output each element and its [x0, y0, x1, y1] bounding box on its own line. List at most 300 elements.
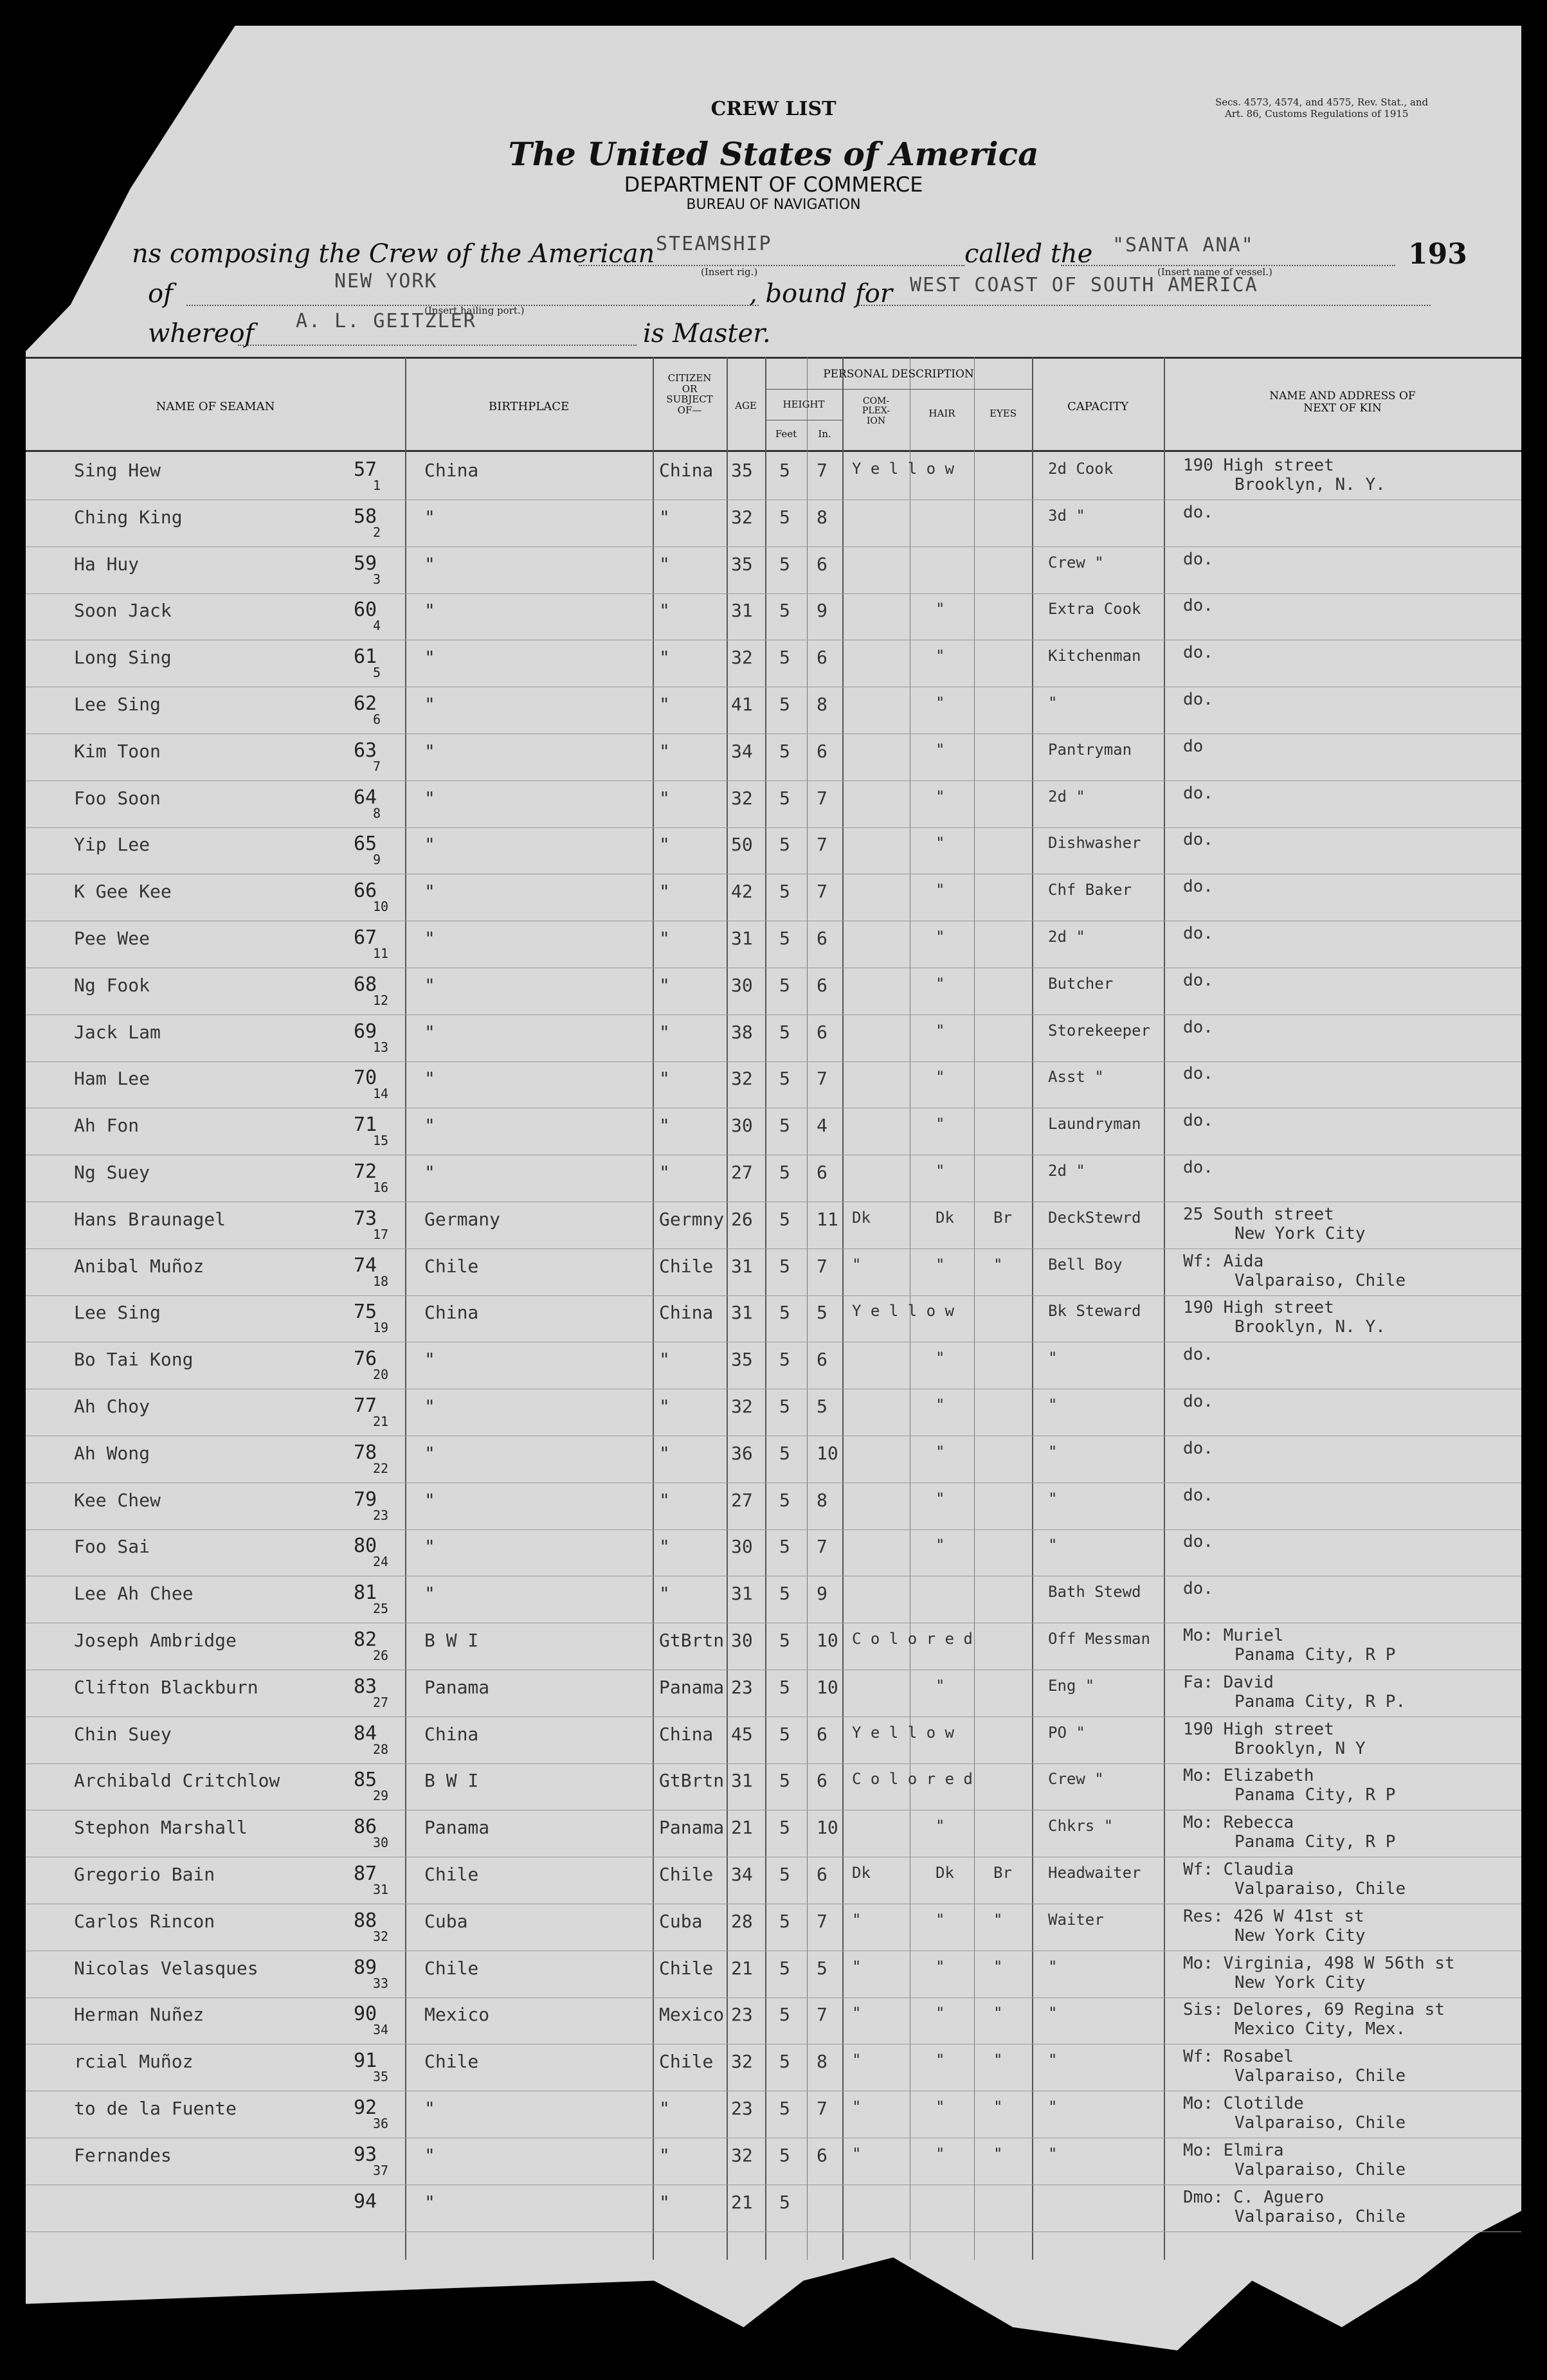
height-feet: 5 — [779, 1068, 790, 1090]
line-number: 28 — [373, 1741, 389, 1757]
age: 34 — [731, 1864, 753, 1885]
birthplace: Panama — [424, 1676, 490, 1698]
age: 27 — [731, 1162, 753, 1183]
next-of-kin-address: Valparaiso, Chile — [1235, 1879, 1406, 1898]
age: 36 — [731, 1442, 753, 1464]
line-number: 22 — [373, 1460, 389, 1476]
hair: Dk — [936, 1864, 954, 1882]
table-row — [26, 1202, 1521, 1249]
table-row — [26, 1436, 1521, 1483]
height-inches: 8 — [817, 2051, 828, 2073]
height-feet: 5 — [779, 974, 790, 996]
hair: " — [936, 1910, 945, 1929]
complexion: " — [852, 1910, 862, 1929]
height-feet: 5 — [779, 1583, 790, 1605]
seaman-name: Pee Wee — [74, 928, 150, 949]
seaman-number: 74 — [354, 1254, 377, 1277]
height-inches: 6 — [817, 553, 828, 575]
height-feet: 5 — [779, 1349, 790, 1371]
height-inches: 6 — [817, 1349, 828, 1371]
next-of-kin-name: do. — [1183, 643, 1213, 663]
col-personal-header: PERSONAL DESCRIPTION — [823, 368, 974, 381]
birthplace: " — [424, 2144, 435, 2166]
height-feet: 5 — [779, 1536, 790, 1558]
hair: " — [936, 2051, 945, 2069]
line-number: 10 — [373, 899, 389, 915]
height-feet: 5 — [779, 1770, 790, 1792]
capacity: " — [1048, 2004, 1058, 2023]
seaman-number: 67 — [354, 926, 377, 949]
line-number: 5 — [373, 665, 381, 681]
height-feet: 5 — [779, 2144, 790, 2166]
line-number: 19 — [373, 1320, 389, 1336]
citizenship: " — [659, 1068, 670, 1090]
line-number: 16 — [373, 1180, 389, 1195]
citizenship: " — [659, 1536, 670, 1558]
rig-value: STEAMSHIP — [656, 233, 772, 255]
seaman-number: 66 — [354, 879, 377, 903]
table-top-rule — [26, 357, 1521, 359]
eyes: Br — [993, 1208, 1012, 1227]
hair: " — [936, 1349, 945, 1367]
capacity: Storekeeper — [1048, 1021, 1150, 1040]
bureau-heading: BUREAU OF NAVIGATION — [686, 197, 861, 213]
kin-header-line: NAME AND ADDRESS OF — [1269, 390, 1416, 402]
next-of-kin-name: Wf: Rosabel — [1183, 2047, 1294, 2067]
height-feet: 5 — [779, 2051, 790, 2073]
citizenship: " — [659, 974, 670, 996]
table-row — [26, 921, 1521, 968]
statute-note-1: Secs. 4573, 4574, and 4575, Rev. Stat., and — [1215, 96, 1429, 108]
birthplace: " — [424, 1396, 435, 1417]
citizenship: Chile — [659, 1957, 714, 1979]
next-of-kin-name: do — [1183, 736, 1204, 756]
age: 27 — [731, 1489, 753, 1511]
table-row — [26, 1529, 1521, 1576]
capacity: Waiter — [1048, 1910, 1104, 1929]
complexion: " — [852, 1255, 862, 1274]
height-feet: 5 — [779, 1817, 790, 1839]
citizenship: " — [659, 1021, 670, 1043]
height-feet: 5 — [779, 1910, 790, 1932]
line-number: 27 — [373, 1694, 389, 1710]
table-row — [26, 827, 1521, 874]
table-row — [26, 1483, 1521, 1530]
seaman-number: 72 — [354, 1160, 377, 1183]
age: 31 — [731, 600, 753, 622]
line-number: 2 — [373, 524, 381, 540]
seaman-number: 93 — [354, 2143, 377, 2166]
citizenship: " — [659, 1349, 670, 1371]
capacity: Laundryman — [1048, 1115, 1141, 1133]
height-feet: 5 — [779, 647, 790, 669]
citizen-header-line: CITIZEN — [667, 372, 712, 384]
birthplace: " — [424, 1349, 435, 1371]
eyes: Br — [993, 1864, 1012, 1882]
col-age-header: AGE — [735, 400, 757, 411]
hair: " — [936, 1115, 945, 1133]
age: 35 — [731, 1349, 753, 1371]
age: 30 — [731, 1115, 753, 1137]
seaman-name: Ha Huy — [74, 553, 140, 575]
capacity: " — [1048, 1536, 1058, 1555]
table-row — [26, 1249, 1521, 1296]
height-feet: 5 — [779, 1489, 790, 1511]
personal-subrule — [765, 389, 1032, 390]
col-inches-header: In. — [818, 428, 831, 440]
height-feet: 5 — [779, 1676, 790, 1698]
citizenship: " — [659, 787, 670, 809]
capacity: Asst " — [1048, 1068, 1104, 1086]
seaman-number: 89 — [354, 1956, 377, 1979]
hair: " — [936, 1489, 945, 1508]
capacity: " — [1048, 1489, 1058, 1508]
line-number: 20 — [373, 1367, 389, 1383]
next-of-kin-name: do. — [1183, 1017, 1213, 1037]
citizenship: Germny — [659, 1208, 725, 1230]
height-feet: 5 — [779, 1208, 790, 1230]
height-feet: 5 — [779, 834, 790, 856]
capacity: 2d " — [1048, 928, 1085, 946]
height-inches: 8 — [817, 1489, 828, 1511]
seaman-number: 76 — [354, 1348, 377, 1371]
birthplace: " — [424, 740, 435, 762]
seaman-number: 57 — [354, 458, 377, 481]
seaman-name: Sing Hew — [74, 460, 161, 481]
next-of-kin-address: Valparaiso, Chile — [1235, 2066, 1406, 2086]
next-of-kin-name: do. — [1183, 1064, 1213, 1084]
height-inches: 5 — [817, 1302, 828, 1324]
citizenship: " — [659, 1489, 670, 1511]
table-row — [26, 1295, 1521, 1342]
capacity: " — [1048, 2098, 1058, 2116]
line-number: 9 — [373, 852, 381, 868]
next-of-kin-name: do. — [1183, 502, 1213, 522]
height-feet: 5 — [779, 1442, 790, 1464]
next-of-kin-address: Mexico City, Mex. — [1235, 2019, 1406, 2039]
next-of-kin-name: do. — [1183, 1485, 1213, 1505]
seaman-number: 63 — [354, 739, 377, 762]
birthplace: " — [424, 1021, 435, 1043]
line-number: 34 — [373, 2022, 389, 2038]
line-number: 26 — [373, 1648, 389, 1663]
age: 50 — [731, 834, 753, 856]
next-of-kin-address: Valparaiso, Chile — [1235, 2113, 1406, 2132]
next-of-kin-name: Mo: Clotilde — [1183, 2094, 1304, 2113]
seaman-number: 83 — [354, 1675, 377, 1698]
capacity: Chkrs " — [1048, 1817, 1114, 1835]
capacity: Bk Steward — [1048, 1302, 1141, 1321]
seaman-number: 87 — [354, 1862, 377, 1885]
seaman-number: 73 — [354, 1207, 377, 1230]
bound-line — [858, 305, 1431, 306]
citizenship: Chile — [659, 1255, 714, 1277]
vessel-value: "SANTA ANA" — [1112, 234, 1254, 257]
capacity: " — [1048, 1396, 1058, 1414]
line-number: 32 — [373, 1928, 389, 1944]
citizenship: Mexico — [659, 2004, 725, 2026]
kin-header-line: NEXT OF KIN — [1303, 401, 1382, 415]
col-eyes-header: EYES — [989, 408, 1017, 419]
citizenship: " — [659, 1442, 670, 1464]
citizenship: " — [659, 694, 670, 715]
next-of-kin-name: Mo: Elmira — [1183, 2140, 1284, 2160]
next-of-kin-name: do. — [1183, 549, 1213, 569]
seaman-number: 85 — [354, 1769, 377, 1792]
form-title: CREW LIST — [710, 98, 837, 120]
seaman-name: Foo Sai — [74, 1536, 150, 1558]
birthplace: Chile — [424, 2051, 479, 2073]
complexion-header-line: COM- — [862, 396, 890, 406]
eyes: " — [993, 2098, 1003, 2116]
master-label: is Master. — [643, 319, 771, 348]
citizenship: China — [659, 460, 714, 481]
next-of-kin-address: Brooklyn, N. Y. — [1235, 475, 1386, 494]
table-row — [26, 781, 1521, 828]
age: 32 — [731, 1068, 753, 1090]
height-inches: 6 — [817, 2144, 828, 2166]
next-of-kin-name: do. — [1183, 1438, 1213, 1458]
height-inches: 6 — [817, 928, 828, 949]
seaman-name: Bo Tai Kong — [74, 1349, 194, 1371]
line-number: 37 — [373, 2162, 389, 2178]
hair: " — [936, 1442, 945, 1461]
seaman-number: 65 — [354, 833, 377, 856]
height-inches: 4 — [817, 1115, 828, 1137]
capacity: Crew " — [1048, 1770, 1104, 1789]
next-of-kin-address: Brooklyn, N. Y. — [1235, 1317, 1386, 1337]
next-of-kin-address: Valparaiso, Chile — [1235, 1270, 1406, 1290]
seaman-number: 69 — [354, 1020, 377, 1043]
next-of-kin-name: do. — [1183, 596, 1213, 616]
seaman-name: Lee Sing — [74, 1302, 161, 1324]
eyes: " — [993, 2144, 1003, 2163]
table-row — [26, 1389, 1521, 1436]
height-inches: 7 — [817, 2098, 828, 2119]
seaman-number: 59 — [354, 552, 377, 575]
seaman-number: 81 — [354, 1582, 377, 1605]
capacity: " — [1048, 694, 1058, 712]
complexion: Dk — [852, 1208, 871, 1227]
table-row — [26, 1904, 1521, 1951]
seaman-number: 61 — [354, 645, 377, 669]
seaman-name: to de la Fuente — [74, 2098, 237, 2119]
seaman-name: Ching King — [74, 506, 183, 528]
hair: " — [936, 694, 945, 712]
seaman-number: 68 — [354, 973, 377, 996]
citizenship: China — [659, 1302, 714, 1324]
height-inches: 7 — [817, 2004, 828, 2026]
height-feet: 5 — [779, 1396, 790, 1417]
complexion: C o l o r e d — [852, 1770, 973, 1789]
hair: " — [936, 881, 945, 899]
complexion: Y e l l o w — [852, 1723, 954, 1742]
table-row — [26, 1015, 1521, 1062]
capacity: Headwaiter — [1048, 1864, 1141, 1882]
line-number: 14 — [373, 1086, 389, 1102]
height-inches: 6 — [817, 974, 828, 996]
age: 45 — [731, 1723, 753, 1745]
table-row — [26, 2138, 1521, 2185]
age: 32 — [731, 2144, 753, 2166]
seaman-number: 82 — [354, 1628, 377, 1651]
birthplace: " — [424, 2191, 435, 2213]
col-citizen-header — [653, 373, 727, 415]
line-number: 21 — [373, 1414, 389, 1429]
height-feet: 5 — [779, 2191, 790, 2213]
col-feet-header: Feet — [775, 428, 797, 440]
height-inches: 7 — [817, 460, 828, 481]
birthplace: " — [424, 600, 435, 622]
citizenship: " — [659, 2098, 670, 2119]
capacity: DeckStewrd — [1048, 1208, 1141, 1227]
age: 35 — [731, 553, 753, 575]
age: 23 — [731, 2004, 753, 2026]
complexion: " — [852, 1957, 862, 1976]
height-feet: 5 — [779, 740, 790, 762]
seaman-name: rcial Muñoz — [74, 2051, 194, 2073]
table-row — [26, 1155, 1521, 1202]
capacity: Pantryman — [1048, 740, 1132, 759]
height-feet: 5 — [779, 1630, 790, 1651]
height-feet: 5 — [779, 1957, 790, 1979]
citizenship: Panama — [659, 1676, 725, 1698]
line-number: 31 — [373, 1882, 389, 1897]
birthplace: Mexico — [424, 2004, 490, 2026]
height-inches: 9 — [817, 1583, 828, 1605]
master-value: A. L. GEITZLER — [296, 310, 476, 332]
height-feet: 5 — [779, 506, 790, 528]
age: 32 — [731, 1396, 753, 1417]
table-row — [26, 734, 1521, 781]
next-of-kin-name: 190 High street — [1183, 1298, 1334, 1318]
birthplace: Chile — [424, 1255, 479, 1277]
height-feet: 5 — [779, 1115, 790, 1137]
seaman-name: Lee Ah Chee — [74, 1583, 194, 1605]
capacity: Crew " — [1048, 553, 1104, 572]
height-feet: 5 — [779, 460, 790, 481]
seaman-number: 91 — [354, 2050, 377, 2073]
seaman-name: Chin Suey — [74, 1723, 172, 1745]
citizenship: GtBrtn — [659, 1770, 725, 1792]
next-of-kin-name: do. — [1183, 1532, 1213, 1552]
citizenship: " — [659, 1396, 670, 1417]
seaman-number: 92 — [354, 2096, 377, 2119]
next-of-kin-name: Wf: Aida — [1183, 1251, 1264, 1271]
next-of-kin-name: 190 High street — [1183, 456, 1334, 475]
birthplace: " — [424, 1583, 435, 1605]
capacity: Kitchenman — [1048, 647, 1141, 665]
next-of-kin-name: 25 South street — [1183, 1204, 1334, 1224]
next-of-kin-name: do. — [1183, 830, 1213, 850]
line-number: 15 — [373, 1133, 389, 1149]
next-of-kin-address: New York City — [1235, 1223, 1366, 1243]
next-of-kin-name: do. — [1183, 1158, 1213, 1177]
seaman-number: 80 — [354, 1535, 377, 1558]
col-height-header: HEIGHT — [783, 399, 825, 410]
capacity: " — [1048, 2144, 1058, 2163]
complexion: " — [852, 2098, 862, 2116]
capacity: " — [1048, 1442, 1058, 1461]
statute-note-2: Art. 86, Customs Regulations of 1915 — [1225, 108, 1409, 120]
table-row — [26, 2091, 1521, 2138]
seaman-name: Nicolas Velasques — [74, 1957, 258, 1979]
birthplace: China — [424, 460, 479, 481]
line-number: 29 — [373, 1788, 389, 1804]
birthplace: " — [424, 787, 435, 809]
seaman-name: Ah Fon — [74, 1115, 140, 1137]
seaman-number: 84 — [354, 1722, 377, 1745]
height-inches: 6 — [817, 1770, 828, 1792]
seaman-name: Herman Nuñez — [74, 2004, 204, 2026]
hair: " — [936, 1021, 945, 1040]
eyes: " — [993, 1910, 1003, 1929]
citizenship: GtBrtn — [659, 1630, 725, 1651]
hair: " — [936, 1255, 945, 1274]
age: 32 — [731, 647, 753, 669]
citizenship: Panama — [659, 1817, 725, 1839]
birthplace: Cuba — [424, 1910, 468, 1932]
header-bottom-rule — [26, 450, 1521, 452]
seaman-number: 79 — [354, 1488, 377, 1511]
height-feet: 5 — [779, 1255, 790, 1277]
seaman-number: 77 — [354, 1394, 377, 1417]
hair: " — [936, 2004, 945, 2023]
age: 31 — [731, 1770, 753, 1792]
table-row — [26, 1670, 1521, 1717]
line-number: 11 — [373, 946, 389, 961]
birthplace: " — [424, 1489, 435, 1511]
citizenship: " — [659, 2144, 670, 2166]
birthplace: " — [424, 1115, 435, 1137]
citizenship: " — [659, 740, 670, 762]
next-of-kin-address: New York City — [1235, 1972, 1366, 1992]
capacity: PO " — [1048, 1723, 1085, 1742]
table-row — [26, 547, 1521, 594]
seaman-name: Ng Suey — [74, 1162, 150, 1183]
next-of-kin-address: Brooklyn, N Y — [1235, 1738, 1366, 1758]
bound-value: WEST COAST OF SOUTH AMERICA — [910, 274, 1258, 296]
citizenship: " — [659, 834, 670, 856]
citizenship: China — [659, 1723, 714, 1745]
height-inches: 5 — [817, 1396, 828, 1417]
table-row — [26, 1763, 1521, 1810]
department-heading: DEPARTMENT OF COMMERCE — [624, 172, 923, 197]
height-inches: 10 — [817, 1676, 838, 1698]
citizen-header-line: OF— — [677, 404, 702, 416]
age: 32 — [731, 787, 753, 809]
seaman-number: 60 — [354, 599, 377, 622]
seaman-number: 70 — [354, 1067, 377, 1090]
seaman-name: Lee Sing — [74, 694, 161, 715]
hair: " — [936, 2144, 945, 2163]
next-of-kin-name: do. — [1183, 690, 1213, 709]
next-of-kin-name: 190 High street — [1183, 1719, 1334, 1739]
hair: " — [936, 600, 945, 618]
table-row — [26, 453, 1521, 500]
hair: " — [936, 647, 945, 665]
citizenship: " — [659, 2191, 670, 2213]
hair: " — [936, 1817, 945, 1835]
birthplace: " — [424, 881, 435, 903]
crew-table — [26, 357, 1521, 2285]
capacity: 2d " — [1048, 787, 1085, 806]
age: 42 — [731, 881, 753, 903]
next-of-kin-name: do. — [1183, 970, 1213, 990]
height-inches: 7 — [817, 1255, 828, 1277]
seaman-name: Yip Lee — [74, 834, 150, 856]
line-number: 18 — [373, 1273, 389, 1289]
